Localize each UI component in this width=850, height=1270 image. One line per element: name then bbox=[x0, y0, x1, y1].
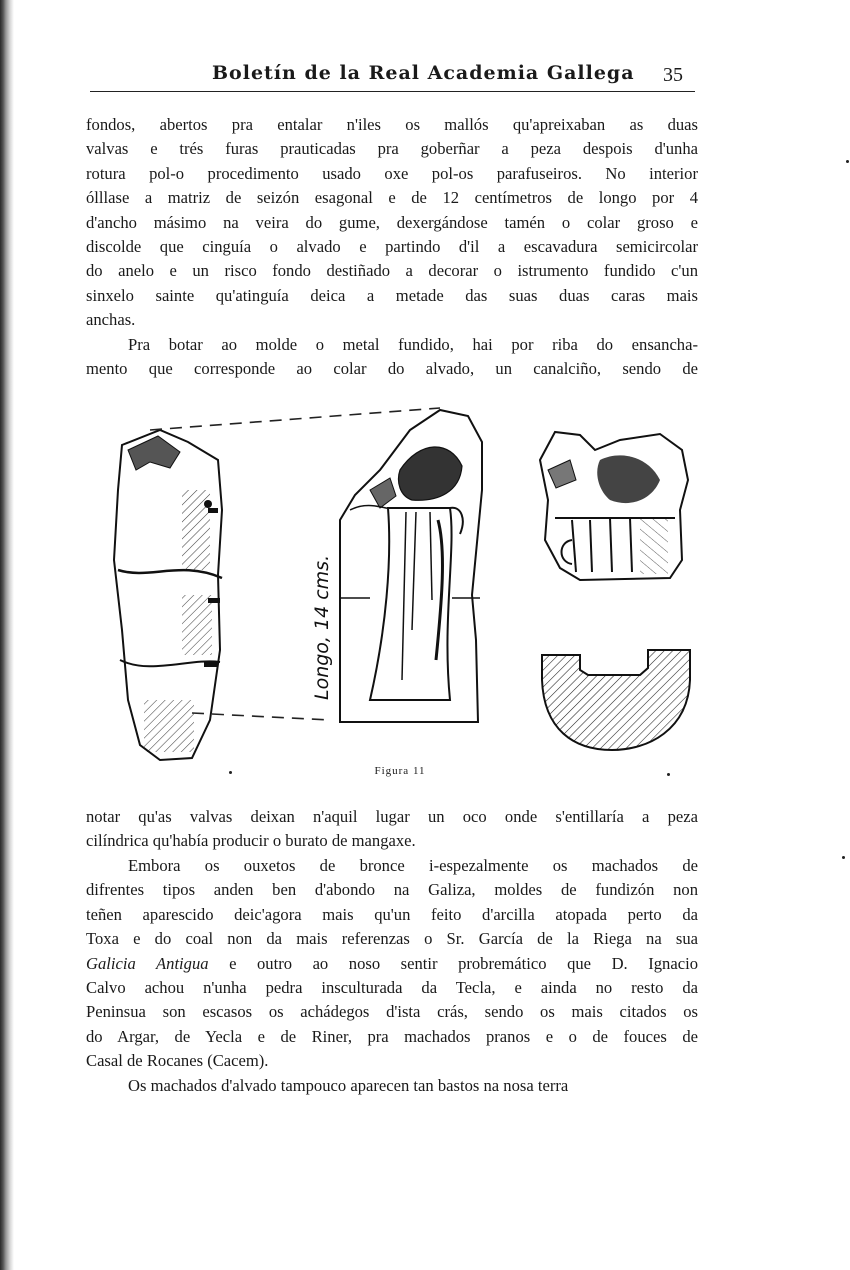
mould-semicircular-section bbox=[542, 650, 690, 750]
mould-top-section bbox=[540, 432, 688, 580]
speck bbox=[842, 856, 845, 859]
paragraph-embora bbox=[86, 854, 698, 1074]
text-line: discolde que cinguía o alvado e partindo d'il a escavadura semicircolar bbox=[86, 237, 698, 257]
text-line: rotura pol-o procedimento usado oxe pol-os parafuseiros. No interior bbox=[86, 163, 698, 183]
text-line: anchas. bbox=[86, 310, 136, 330]
speck bbox=[846, 160, 849, 163]
text-line: cilíndrica qu'había producir o burato de mangaxe. bbox=[86, 831, 416, 851]
text-line: do anelo e un risco fondo destiñado a decorar o istrumento fundido c'un bbox=[86, 261, 698, 281]
text-line: ólllase a matriz de seizón esagonal e de 12 centímetros de longo por 4 bbox=[86, 188, 698, 208]
text-line: Embora os ouxetos de bronce i-espezalmente os machados de bbox=[128, 856, 698, 875]
running-header bbox=[90, 62, 695, 92]
page-number: 35 bbox=[663, 64, 683, 86]
speck bbox=[667, 773, 670, 776]
text-line bbox=[86, 952, 698, 976]
speck bbox=[229, 771, 232, 774]
paragraph-molde-description bbox=[86, 113, 698, 333]
paragraph-machados-alvado bbox=[86, 1074, 698, 1098]
paragraph-metal-fundido bbox=[86, 333, 698, 382]
mould-side-view bbox=[114, 430, 222, 760]
page-binding-edge bbox=[0, 0, 14, 1270]
running-title: Boletín de la Real Academia Gallega bbox=[212, 62, 635, 84]
paragraph-oco bbox=[86, 805, 698, 854]
text-line: Pra botar ao molde o metal fundido, hai por riba do ensancha- bbox=[128, 335, 698, 354]
text-line: do Argar, de Yecla e de Riner, pra machados pranos e o de fouces de bbox=[86, 1026, 698, 1046]
mould-interior-view bbox=[340, 410, 482, 722]
figure-11-mould-illustration bbox=[100, 400, 700, 765]
header-rule bbox=[90, 91, 695, 92]
measure-label: Longo, 14 cms. bbox=[311, 554, 333, 700]
text-line: d'ancho másimo na veira do gume, dexergándose tamén o colar groso e bbox=[86, 212, 698, 232]
text-line: teñen aparescido deic'agora mais qu'un feito d'arcilla atopada perto da bbox=[86, 904, 698, 924]
figure-caption: Figura 11 bbox=[374, 765, 426, 777]
text-line: Calvo achou n'unha pedra insculturada da Tecla, e ainda no resto da bbox=[86, 978, 698, 998]
text-line-rest: e outro ao noso sentir probremático que D. Ignacio bbox=[208, 953, 698, 973]
text-line: difrentes tipos anden ben d'abondo na Galiza, moldes de fundizón non bbox=[86, 880, 698, 900]
text-line: mento que corresponde ao colar do alvado, un canalciño, sendo de bbox=[86, 359, 698, 379]
text-line: Peninsua son escasos os achádegos d'ista crás, sendo os mais citados os bbox=[86, 1002, 698, 1022]
book-title-galicia-antigua: Galicia Antigua bbox=[86, 953, 209, 973]
text-line: fondos, abertos pra entalar n'iles os mallós qu'apreixaban as duas bbox=[86, 115, 698, 134]
text-line: sinxelo sainte qu'atinguía deica a metade das suas duas caras mais bbox=[86, 285, 698, 305]
text-line: Casal de Rocanes (Cacem). bbox=[86, 1051, 269, 1071]
text-line: Os machados d'alvado tampouco aparecen tan bastos na nosa terra bbox=[128, 1076, 569, 1095]
text-line: notar qu'as valvas deixan n'aquil lugar un oco onde s'entillaría a peza bbox=[86, 807, 698, 826]
text-line: valvas e trés furas prauticadas pra goberñar a peza despois d'unha bbox=[86, 139, 698, 159]
text-line: Toxa e do coal non da mais referenzas o Sr. García de la Riega na sua bbox=[86, 929, 698, 949]
